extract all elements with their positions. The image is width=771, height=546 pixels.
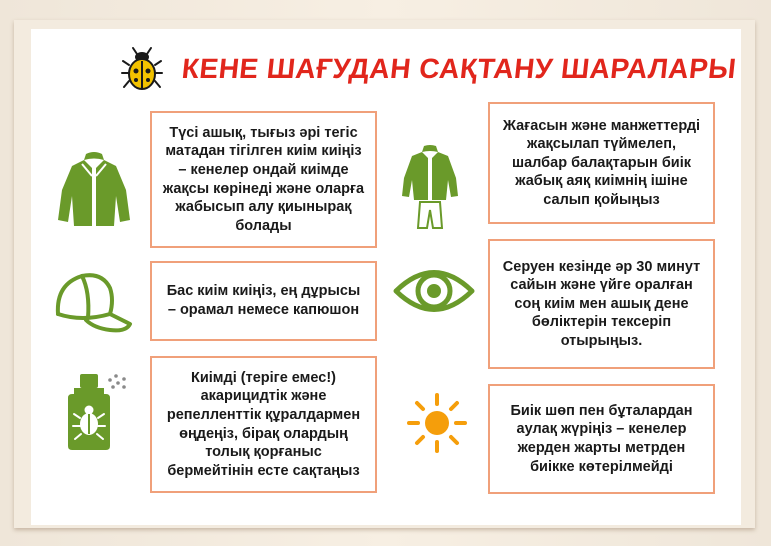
eye-icon bbox=[392, 262, 476, 320]
tip-text-headwear: Бас киім киіңіз, ең дұрысы – орамал немесе капюшон bbox=[166, 283, 361, 318]
spray-icon bbox=[58, 372, 130, 452]
tip-text-collar: Жағасын және манжеттерді жақсылап түймелеп, шалбар балақтарын биік жабық аяқ киімнің ішіне салып қойыңыз bbox=[502, 117, 701, 208]
tip-card-repellent bbox=[150, 356, 377, 493]
jacket-icon bbox=[52, 150, 136, 230]
header bbox=[120, 45, 736, 93]
tip-text-clothing: Түсі ашық, тығыз әрі тегіс матадан тігілген киім киіңіз – кенелер ондай киімде жақсы көрінеді және оларға жабысып алу қиынырақ болады bbox=[162, 124, 365, 234]
tip-card-clothing bbox=[150, 111, 377, 248]
page-title: КЕНЕ ШАҒУДАН САҚТАНУ ШАРАЛАРЫ bbox=[180, 53, 738, 84]
tip-text-avoid-grass: Биік шөп пен бұталардан аулақ жүріңіз – кенелер жерден жарты метрден биікке көтерілмейді bbox=[510, 402, 693, 475]
tip-card-collar bbox=[488, 102, 715, 224]
tip-text-self-check: Серуен кезінде әр 30 минут сайын және үйге оралған соң киім мен ашық дене бөліктерін тексеріп отырыңыз. bbox=[502, 258, 701, 349]
tip-card-self-check bbox=[488, 239, 715, 369]
beetle-icon bbox=[120, 45, 164, 93]
tip-text-repellent: Киімді (теріге емес!) акарицидтік және репелленттік құралдармен өңдеңіз, бірақ олардың толық қорғаныс бермейтінін есте сақтаңыз bbox=[166, 369, 361, 479]
tip-card-headwear bbox=[150, 261, 377, 341]
cap-icon bbox=[52, 268, 134, 336]
tip-card-avoid-grass bbox=[488, 384, 715, 494]
sun-icon bbox=[406, 392, 468, 454]
clothes-icon bbox=[398, 144, 462, 230]
